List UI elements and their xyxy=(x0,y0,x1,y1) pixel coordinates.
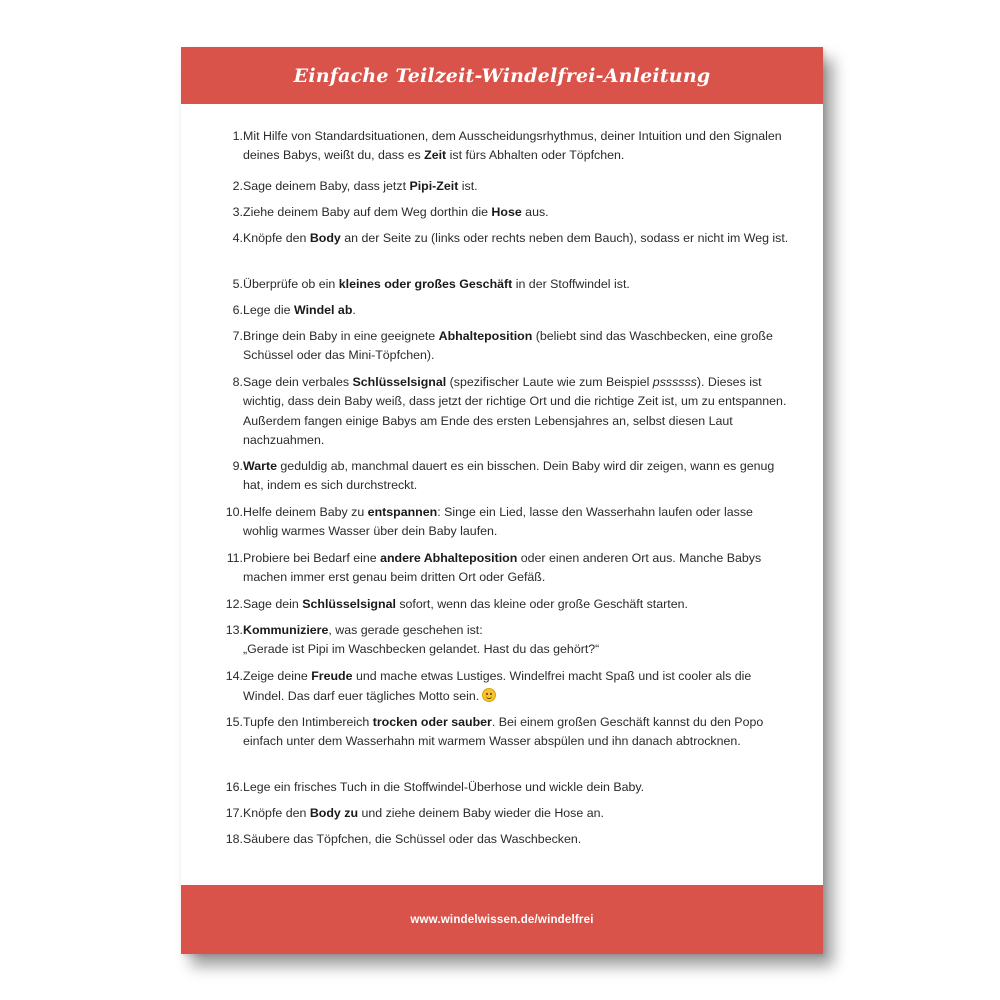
step-text-segment: (beliebt sind das Waschbecken, eine große Schüssel oder das Mini-Töpfchen). xyxy=(243,329,773,363)
step-number: 14. xyxy=(225,669,243,683)
step-text-segment: Überprüfe ob ein xyxy=(243,277,339,291)
step-number: 6. xyxy=(232,303,243,317)
bold-text: Zeit xyxy=(424,148,447,163)
step-text xyxy=(243,549,789,588)
step-text-segment: Sage deinem Baby, dass jetzt xyxy=(243,179,410,193)
step-number: 7. xyxy=(232,329,243,343)
bold-text: Kommuniziere xyxy=(243,623,329,637)
step-text-segment: Lege die xyxy=(243,303,294,317)
step-number: 9. xyxy=(232,459,243,473)
step-number: 16. xyxy=(225,780,243,794)
step-text xyxy=(243,229,789,248)
step-text xyxy=(243,327,789,366)
step-text xyxy=(243,203,789,222)
bold-text: kleines oder großes Geschäft xyxy=(338,277,513,291)
bold-text: entspannen xyxy=(367,505,438,519)
step-text-segment: ). Dieses ist wichtig, dass dein Baby weiß, dass jetzt der richtige Ort und die richtige Zeit ist, um zu entspannen. Außerdem fangen einige Babys am Ende des ersten Lebensjahres an, selbst diesen Laut nachzuahmen. xyxy=(243,375,787,448)
step-text-segment: . Bei einem großen Geschäft kannst du den Popo einfach unter dem Wasserhahn mit warmem Wasser abspülen und ihn danach abtrocknen. xyxy=(243,715,764,749)
step-text-segment: Bringe dein Baby in eine geeignete xyxy=(243,329,439,343)
step-number: 12. xyxy=(225,597,243,611)
step-text xyxy=(243,778,789,797)
step-number: 5. xyxy=(232,277,243,291)
bold-text: Hose xyxy=(491,205,522,219)
step-text xyxy=(243,127,789,166)
bold-text: Body xyxy=(309,231,341,245)
smiley-emoji-icon xyxy=(482,688,496,702)
step-number: 11. xyxy=(226,551,243,565)
step-text xyxy=(243,595,789,614)
step-number: 15. xyxy=(225,715,243,729)
step-text xyxy=(243,301,789,320)
step-text-segment: ist. xyxy=(458,179,478,193)
step-text-segment: Säubere das Töpfchen, die Schüssel oder das Waschbecken. xyxy=(243,832,582,846)
step-number: 18. xyxy=(225,832,243,846)
bold-text: Body zu xyxy=(309,806,359,820)
step-number: 10. xyxy=(225,505,243,519)
step-text-segment: : Singe ein Lied, lasse den Wasserhahn laufen oder lasse wohlig warmes Wasser über dein Baby laufen. xyxy=(243,505,753,539)
step-text-segment: ist fürs Abhalten oder Töpfchen. xyxy=(446,148,625,163)
step-text-segment: Helfe deinem Baby zu xyxy=(243,505,368,519)
step-text-segment: in der Stoffwindel ist. xyxy=(512,277,630,291)
bold-text: Schlüsselsignal xyxy=(352,375,447,389)
step-number: 4. xyxy=(232,231,243,245)
step-text xyxy=(243,275,789,294)
step-number: 13. xyxy=(225,623,243,637)
bold-text: Warte xyxy=(243,459,277,473)
step-number: 17. xyxy=(225,806,243,820)
bold-text: Windel ab xyxy=(293,303,353,317)
header-bar xyxy=(181,47,823,104)
step-text xyxy=(243,713,789,752)
bold-text: trocken oder sauber xyxy=(372,715,492,729)
bold-text: Abhalteposition xyxy=(438,329,533,343)
step-text-segment: Probiere bei Bedarf eine xyxy=(243,551,381,565)
step-number: 3. xyxy=(232,205,243,219)
step-text-segment: , was gerade geschehen ist: xyxy=(328,623,483,637)
step-text xyxy=(243,830,789,849)
step-number: 2. xyxy=(232,179,243,193)
page-title: Einfache Teilzeit-Windelfrei-Anleitung xyxy=(293,64,711,87)
step-text-segment: und mache etwas Lustiges. Windelfrei macht Spaß und ist cooler als die Windel. Das darf euer tägliches Motto sein. xyxy=(243,669,752,704)
step-text-segment: Mit Hilfe von Standardsituationen, dem Ausscheidungsrhythmus, deiner Intuition und den Signalen deines Babys, weißt du, dass es xyxy=(243,129,782,163)
step-text-segment: oder einen anderen Ort aus. Manche Babys machen immer erst genau beim dritten Ort oder Gefäß. xyxy=(243,551,762,585)
bold-text: Freude xyxy=(311,669,353,683)
step-text-segment: geduldig ab, manchmal dauert es ein bisschen. Dein Baby wird dir zeigen, wann es genug hat, indem es sich durchstreckt. xyxy=(243,459,775,493)
step-text-segment: sofort, wenn das kleine oder große Geschäft starten. xyxy=(395,597,688,611)
step-text xyxy=(243,177,789,196)
step-text-segment: und ziehe deinem Baby wieder die Hose an. xyxy=(358,806,604,820)
step-text xyxy=(243,373,789,451)
step-text-segment: „Gerade ist Pipi im Waschbecken gelandet. Hast du das gehört?“ xyxy=(243,642,600,657)
step-text-segment: Zeige deine xyxy=(243,669,312,683)
step-text-segment: Knöpfe den xyxy=(243,231,310,245)
bold-text: Pipi-Zeit xyxy=(409,179,459,193)
step-text xyxy=(243,667,789,707)
step-text-segment: Ziehe deinem Baby auf dem Weg dorthin die xyxy=(243,205,492,219)
step-text xyxy=(243,503,789,542)
step-text-segment: (spezifischer Laute wie zum Beispiel xyxy=(446,375,653,389)
instruction-sheet xyxy=(181,47,823,954)
step-text-segment: Sage dein xyxy=(243,597,303,611)
step-text xyxy=(243,621,789,660)
step-text xyxy=(243,804,789,823)
bold-text: andere Abhalteposition xyxy=(380,551,518,565)
step-number: 1. xyxy=(232,129,243,143)
footer-url: www.windelwissen.de/windelfrei xyxy=(410,913,594,926)
step-text-segment: Knöpfe den xyxy=(243,806,310,820)
step-text-segment: an der Seite zu (links oder rechts neben dem Bauch), sodass er nicht im Weg ist. xyxy=(340,231,789,245)
step-text-segment: Sage dein verbales xyxy=(243,375,353,389)
bold-text: Schlüsselsignal xyxy=(302,597,396,611)
italic-text: pssssss xyxy=(652,375,697,389)
step-number: 8. xyxy=(232,375,243,389)
footer-bar xyxy=(181,885,823,954)
step-text-segment: . xyxy=(352,303,356,317)
step-text-segment: Tupfe den Intimbereich xyxy=(243,715,373,729)
step-text xyxy=(243,457,789,496)
step-text-segment: aus. xyxy=(521,205,549,219)
step-text-segment: Lege ein frisches Tuch in die Stoffwindel-Überhose und wickle dein Baby. xyxy=(243,780,645,794)
